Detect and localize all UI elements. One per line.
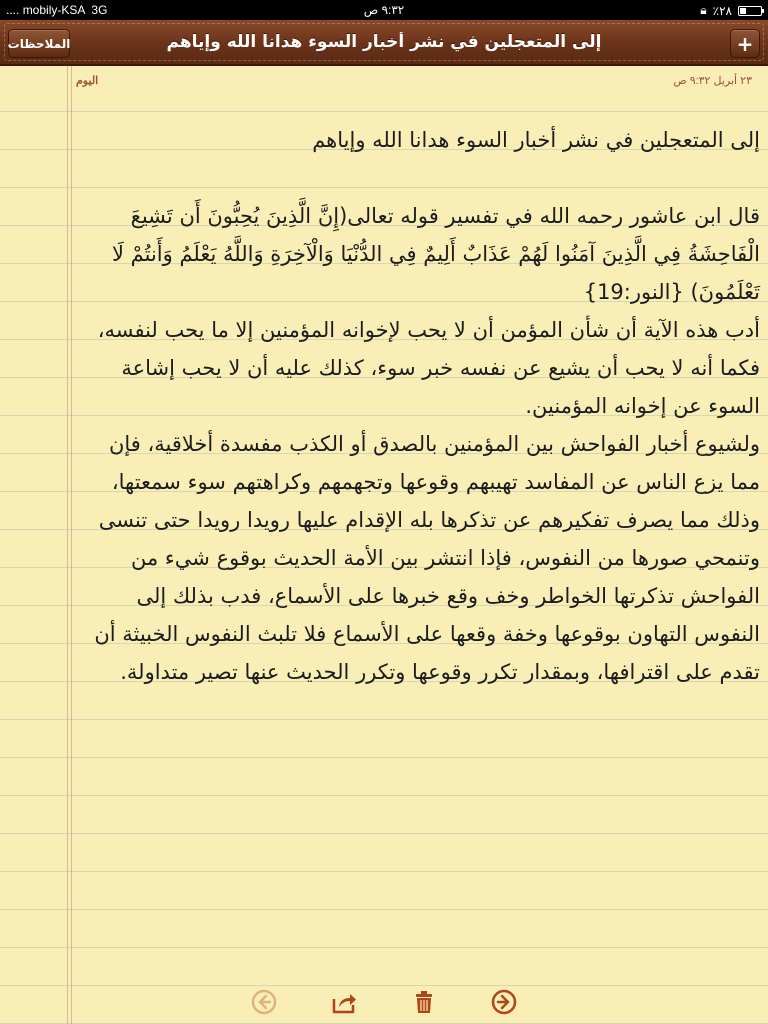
share-icon[interactable] — [329, 987, 359, 1017]
battery-percent: ٪٢٨ — [712, 3, 732, 18]
back-arrow-icon[interactable] — [249, 987, 279, 1017]
note-paragraph: أدب هذه الآية أن شأن المؤمن أن لا يحب لإخوانه المؤمنين إلا ما يحب لنفسه، فكما أنه لا يحب أن يشيع عن نفسه خبر سوء، كذلك عليه أن لا يحب إشاعة السوء عن إخوانه المؤمنين. — [97, 318, 760, 418]
note-date-row — [76, 72, 752, 90]
margin-line — [67, 66, 68, 1024]
carrier-name: mobily-KSA — [22, 3, 85, 17]
trash-icon[interactable] — [409, 987, 439, 1017]
page-title: إلى المتعجلين في نشر أخبار السوء هدانا الله وإياهم — [166, 32, 602, 52]
note-body[interactable] — [84, 121, 760, 691]
note-paragraph: قال ابن عاشور رحمه الله في تفسير قوله تعالى(إِنَّ الَّذِينَ يُحِبُّونَ أَن تَشِيعَ الْفَاحِشَةُ فِي الَّذِينَ آمَنُوا لَهُمْ عَذَابٌ أَلِيمٌ فِي الدُّنْيَا وَالْآخِرَةِ وَاللَّهُ يَعْلَمُ وَأَنتُمْ لَا تَعْلَمُونَ) {النور:19} — [112, 204, 760, 304]
note-paragraph: ولشيوع أخبار الفواحش بين المؤمنين بالصدق أو الكذب مفسدة أخلاقية، فإن مما يزع الناس عن المفاسد تهيبهم وقوعها وتجهمهم وكراهتهم سوء سمعتها، وذلك مما يصرف تفكيرهم عن تذكرها بله الإقدام عليها رويدا رويدا حتى تنسى وتنمحي صورها من النفوس، فإذا انتشر بين الأمة الحديث بوقوع شيء من الفواحش تذكرتها الخواطر وخف وقع خبرها على الأسماع، فدب بذلك إلى النفوس التهاون بوقوعها وخفة وقعها على الأسماع فلا تلبث النفوس الخبيثة أن تقدم على اقترافها، وبمقدار تكرر وقوعها وتكرر الحديث عنها تصير متداولة. — [94, 432, 760, 684]
battery-icon — [738, 6, 762, 16]
bottom-toolbar — [0, 980, 768, 1024]
lock-rotation-icon: 🔒︎ — [700, 3, 707, 17]
blank-line — [84, 159, 760, 197]
timestamp: ٢٣ أبريل ٩:٣٢ ص — [673, 75, 752, 87]
status-bar — [0, 0, 768, 20]
nav-bar — [0, 20, 768, 66]
signal-icon: .... — [6, 3, 20, 17]
notes-list-button[interactable]: الملاحظات — [8, 29, 70, 58]
margin-line — [71, 66, 72, 1024]
note-paper[interactable] — [0, 66, 768, 1024]
battery-info — [700, 3, 762, 18]
network-type: 3G — [91, 3, 108, 17]
add-note-button[interactable]: + — [730, 29, 760, 58]
clock: ٩:٣٢ ص — [363, 3, 405, 17]
forward-arrow-icon[interactable] — [489, 987, 519, 1017]
date-label: اليوم — [76, 75, 99, 87]
note-title-line: إلى المتعجلين في نشر أخبار السوء هدانا الله وإياهم — [312, 128, 760, 152]
